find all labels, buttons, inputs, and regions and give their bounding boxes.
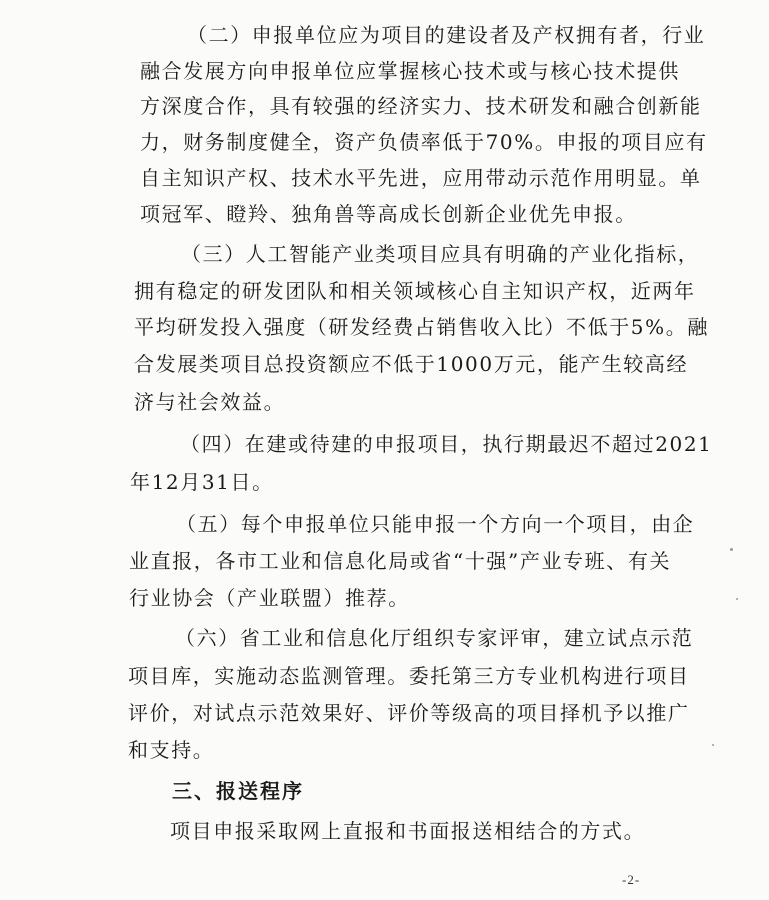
paragraph-5-line-2: 业直报，各市工业和信息化局或省“十强”产业专班、有关: [129, 549, 672, 573]
paragraph-2-line-2: 融合发展方向申报单位应掌握核心技术或与核心技术提供: [140, 59, 680, 83]
scan-speck: [730, 548, 733, 551]
paragraph-2-line-1: （二）申报单位应为项目的建设者及产权拥有者，行业: [187, 23, 706, 47]
section-heading: 三、报送程序: [172, 779, 304, 803]
paragraph-4-line-2: 年12月31日。: [130, 470, 274, 494]
paragraph-2-line-3: 方深度合作，具有较强的经济实力、技术研发和融合创新能: [140, 94, 702, 118]
paragraph-3-line-5: 济与社会效益。: [134, 390, 286, 414]
paragraph-6-line-4: 和支持。: [128, 738, 215, 762]
paragraph-6-line-1: （六）省工业和信息化厅组织专家评审，建立试点示范: [175, 626, 694, 650]
paragraph-5-line-1: （五）每个申报单位只能申报一个方向一个项目，由企: [176, 512, 695, 536]
paragraph-4-line-1: （四）在建或待建的申报项目，执行期最迟不超过2021: [180, 432, 713, 456]
paragraph-2-line-6: 项冠军、瞪羚、独角兽等高成长创新企业优先申报。: [140, 202, 637, 226]
paragraph-2-line-4: 力，财务制度健全，资产负债率低于70%。申报的项目应有: [140, 130, 708, 154]
page-number: -2-: [622, 872, 641, 887]
paragraph-2-line-5: 自主知识产权、技术水平先进，应用带动示范作用明显。单: [140, 166, 702, 190]
paragraph-3-line-4: 合发展类项目总投资额应不低于1000万元，能产生较高经: [134, 352, 689, 376]
paragraph-3-line-3: 平均研发投入强度（研发经费占销售收入比）不低于5%。融: [134, 315, 709, 339]
paragraph-6-line-3: 评价，对试点示范效果好、评价等级高的项目择机予以推广: [128, 701, 690, 725]
scan-speck: [736, 598, 738, 600]
scan-speck: [712, 744, 714, 746]
paragraph-3-line-2: 拥有稳定的研发团队和相关领域核心自主知识产权，近两年: [134, 279, 696, 303]
paragraph-3-line-1: （三）人工智能产业类项目应具有明确的产业化指标，: [181, 242, 700, 266]
closing-sentence: 项目申报采取网上直报和书面报送相结合的方式。: [170, 819, 646, 843]
paragraph-5-line-3: 行业协会（产业联盟）推荐。: [129, 586, 410, 610]
paragraph-6-line-2: 项目库，实施动态监测管理。委托第三方专业机构进行项目: [128, 664, 690, 688]
